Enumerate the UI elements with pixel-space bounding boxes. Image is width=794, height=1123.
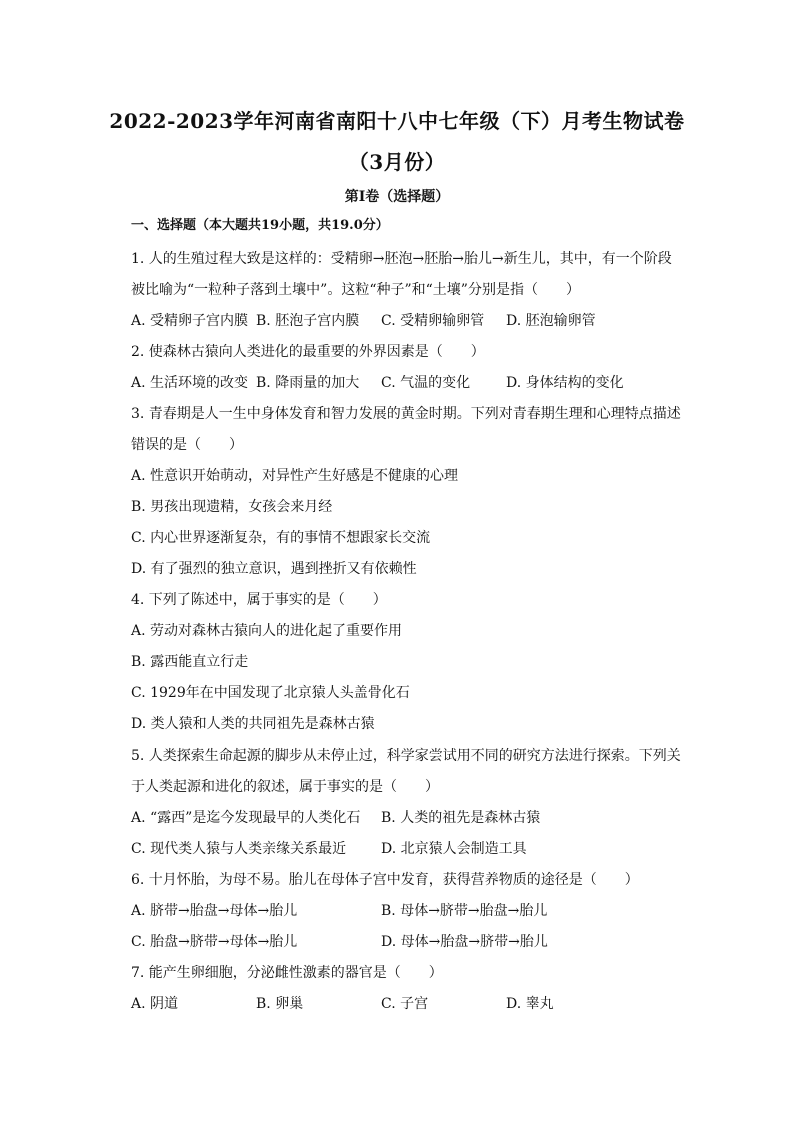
question-6-option-c: C. 胎盘→脐带→母体→胎儿 bbox=[131, 934, 298, 950]
question-4-option-d: D. 类人猿和人类的共同祖先是森林古猿 bbox=[131, 716, 375, 732]
question-4-option-b: B. 露西能直立行走 bbox=[131, 654, 249, 670]
section-heading: 一、选择题（本大题共19小题，共19.0分） bbox=[131, 218, 389, 233]
question-1-stem-line-1: 1. 人的生殖过程大致是这样的：受精卵→胚泡→胚胎→胎儿→新生儿，其中，有一个阶段 bbox=[131, 251, 672, 267]
question-1-stem-line-2: 被比喻为“一粒种子落到土壤中”。这粒“种子”和“土壤”分别是指（ ） bbox=[131, 282, 580, 298]
question-7-option-c: C. 子宫 bbox=[381, 996, 429, 1012]
question-3-stem-line-2: 错误的是（ ） bbox=[131, 437, 243, 453]
question-5-option-a: A. “露西”是迄今发现最早的人类化石 bbox=[131, 810, 361, 826]
question-7-option-b: B. 卵巢 bbox=[256, 996, 304, 1012]
question-6-stem: 6. 十月怀胎，为母不易。胎儿在母体子宫中发育，获得营养物质的途径是（ ） bbox=[131, 872, 639, 888]
question-5-option-b: B. 人类的祖先是森林古猿 bbox=[381, 810, 541, 826]
question-5-stem-line-1: 5. 人类探索生命起源的脚步从未停止过，科学家尝试用不同的研究方法进行探索。下列关 bbox=[131, 748, 681, 764]
exam-subtitle: （3月份） bbox=[348, 150, 446, 174]
question-6-option-a: A. 脐带→胎盘→母体→胎儿 bbox=[131, 903, 298, 919]
question-2-option-b: B. 降雨量的加大 bbox=[256, 375, 360, 391]
question-3-option-d: D. 有了强烈的独立意识，遇到挫折又有依赖性 bbox=[131, 561, 417, 577]
question-3-stem-line-1: 3. 青春期是人一生中身体发育和智力发展的黄金时期。下列对青春期生理和心理特点描述 bbox=[131, 406, 681, 422]
volume-heading: 第I卷（选择题） bbox=[344, 189, 450, 205]
question-2-stem: 2. 使森林古猿向人类进化的最重要的外界因素是（ ） bbox=[131, 344, 485, 360]
question-1-option-d: D. 胚泡输卵管 bbox=[506, 313, 596, 329]
question-2-option-c: C. 气温的变化 bbox=[381, 375, 471, 391]
question-4-option-a: A. 劳动对森林古猿向人的进化起了重要作用 bbox=[131, 623, 403, 639]
question-1-option-b: B. 胚泡子宫内膜 bbox=[256, 313, 360, 329]
exam-title: 2022-2023学年河南省南阳十八中七年级（下）月考生物试卷 bbox=[109, 109, 685, 133]
question-5-option-d: D. 北京猿人会制造工具 bbox=[381, 841, 527, 857]
question-5-option-c: C. 现代类人猿与人类亲缘关系最近 bbox=[131, 841, 347, 857]
question-4-option-c: C. 1929年在中国发现了北京猿人头盖骨化石 bbox=[131, 685, 410, 701]
question-7-option-d: D. 睾丸 bbox=[506, 996, 554, 1012]
question-7-stem: 7. 能产生卵细胞，分泌雌性激素的器官是（ ） bbox=[131, 965, 443, 981]
question-4-stem: 4. 下列了陈述中，属于事实的是（ ） bbox=[131, 592, 387, 608]
question-6-option-b: B. 母体→脐带→胎盘→胎儿 bbox=[381, 903, 548, 919]
question-2-option-d: D. 身体结构的变化 bbox=[506, 375, 624, 391]
question-1-option-c: C. 受精卵输卵管 bbox=[381, 313, 485, 329]
question-3-option-c: C. 内心世界逐渐复杂，有的事情不想跟家长交流 bbox=[131, 530, 431, 546]
question-1-option-a: A. 受精卵子宫内膜 bbox=[131, 313, 249, 329]
question-3-option-a: A. 性意识开始萌动，对异性产生好感是不健康的心理 bbox=[131, 468, 459, 484]
question-7-option-a: A. 阴道 bbox=[131, 996, 179, 1012]
question-2-option-a: A. 生活环境的改变 bbox=[131, 375, 249, 391]
question-5-stem-line-2: 于人类起源和进化的叙述，属于事实的是（ ） bbox=[131, 779, 439, 795]
question-6-option-d: D. 母体→胎盘→脐带→胎儿 bbox=[381, 934, 548, 950]
question-3-option-b: B. 男孩出现遗精，女孩会来月经 bbox=[131, 499, 333, 515]
